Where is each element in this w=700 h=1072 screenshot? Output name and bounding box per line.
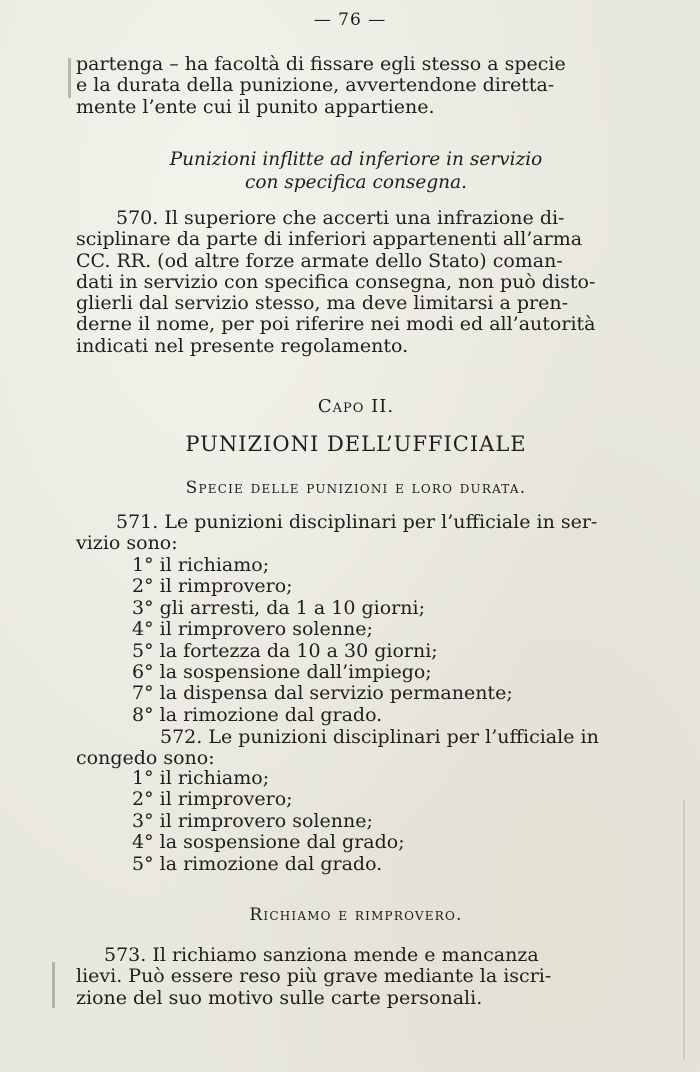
list-item: 2° il rimprovero; (132, 575, 293, 598)
section-title-2: Richiamo e rimprovero. (249, 905, 463, 925)
text-line: CC. RR. (od altre forze armate dello Stato) coman- (76, 249, 563, 272)
list-item: 5° la fortezza da 10 a 30 giorni; (132, 639, 438, 662)
text-line: glierli dal servizio stesso, ma deve limitarsi a pren- (76, 292, 569, 315)
list-item: 4° il rimprovero solenne; (132, 618, 373, 641)
text-line: 572. Le punizioni disciplinari per l’ufficiale in (160, 726, 599, 748)
margin-mark (52, 962, 55, 1008)
text-line: vizio sono: (76, 532, 178, 555)
text-line: indicati nel presente regolamento. (76, 334, 409, 357)
chapter-label: Capo II. (317, 396, 395, 417)
article-571 (76, 512, 636, 555)
list-item: 1° il richiamo; (132, 767, 270, 789)
list-item: 3° il rimprovero solenne; (132, 809, 373, 832)
list-item: 5° la rimozione dal grado. (132, 852, 383, 875)
list-item: 3° gli arresti, da 1 a 10 giorni; (132, 596, 425, 619)
list-item: 4° la sospensione dal grado; (132, 831, 405, 854)
article-573 (76, 945, 636, 1009)
subheading-line: Punizioni inflitte ad inferiore in servizio (169, 149, 543, 170)
page-number: — 76 — (313, 10, 387, 30)
text-line: lievi. Può essere reso più grave mediante la iscri- (76, 965, 552, 988)
list-item: 2° il rimprovero; (132, 788, 293, 811)
article-570 (76, 208, 636, 357)
margin-mark (68, 58, 71, 98)
text-line: dati in servizio con specifica consegna, non può disto- (76, 270, 596, 293)
chapter-title: PUNIZIONI DELL’UFFICIALE (185, 432, 527, 456)
text-line: congedo sono: (76, 747, 215, 770)
text-line: derne il nome, per poi riferire nei modi ed all’autorità (76, 313, 596, 336)
subheading-line: con specifica consegna. (245, 172, 467, 193)
text-line: zione del suo motivo sulle carte personali. (76, 986, 483, 1009)
section-title: Specie delle punizioni e loro durata. (185, 478, 527, 498)
page-edge-shadow (683, 800, 685, 1060)
text-line: sciplinare da parte di inferiori appartenenti all’arma (76, 228, 583, 251)
text-line: e la durata della punizione, avvertendone diretta- (76, 74, 555, 97)
list-item: 7° la dispensa dal servizio permanente; (132, 682, 513, 705)
text-line: 570. Il superiore che accerti una infrazione di- (116, 207, 565, 229)
list-item: 1° il richiamo; (132, 554, 270, 576)
article-572 (76, 727, 636, 770)
punishment-list-active (132, 555, 632, 726)
text-line: 573. Il richiamo sanziona mende e mancanza (104, 944, 539, 966)
text-line: mente l’ente cui il punito appartiene. (76, 95, 435, 118)
text-line: 571. Le punizioni disciplinari per l’ufficiale in ser- (116, 511, 598, 533)
list-item: 6° la sospensione dall’impiego; (132, 661, 432, 684)
text-line: partenga – ha facoltà di fissare egli stesso a specie (76, 53, 566, 75)
punishment-list-reserve (132, 768, 632, 875)
subheading-italic (76, 148, 636, 194)
continuation-paragraph (76, 54, 636, 118)
list-item: 8° la rimozione dal grado. (132, 703, 383, 726)
